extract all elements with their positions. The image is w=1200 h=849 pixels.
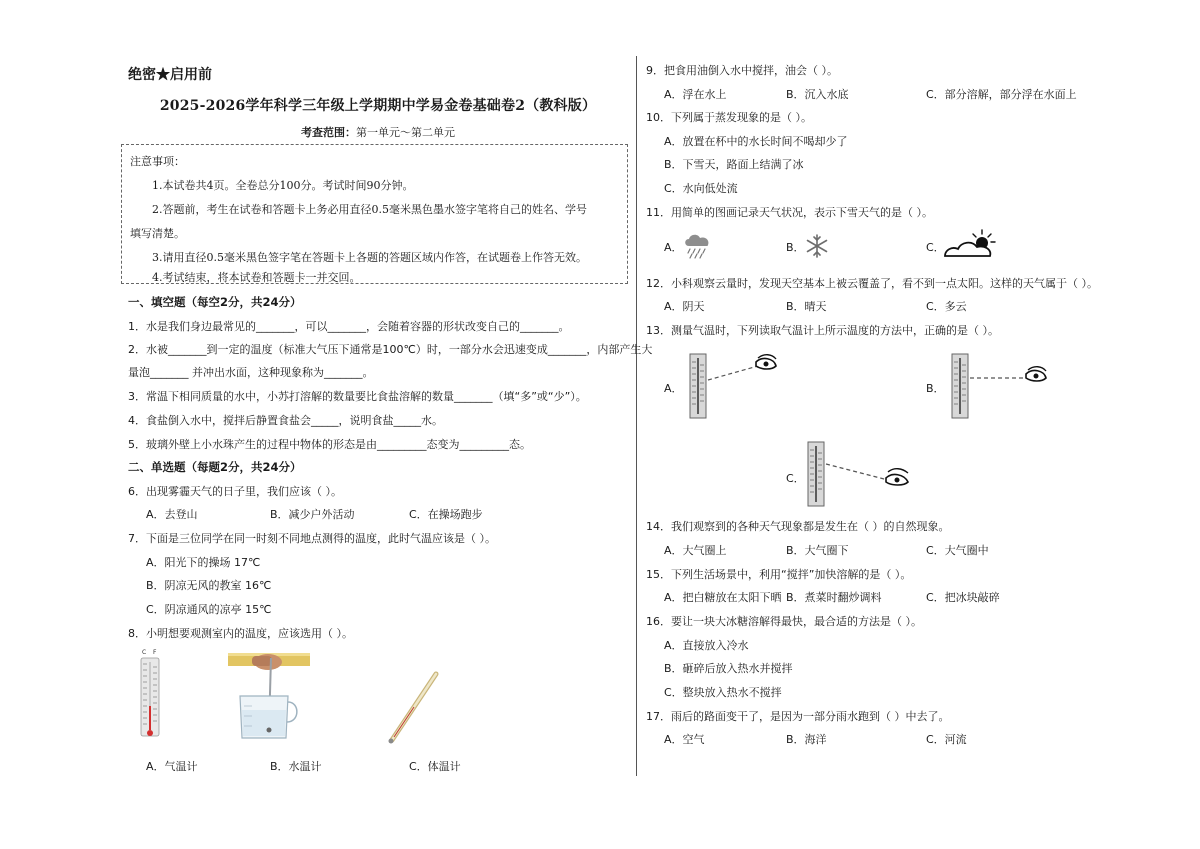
q12-option-a: A．阴天 — [664, 300, 705, 313]
notice-item: 1.本试卷共4页。全卷总分100分。考试时间90分钟。 — [152, 179, 414, 192]
q10-option-a: A．放置在杯中的水长时间不喝却少了 — [664, 135, 848, 148]
q6-option-b: B．减少户外活动 — [270, 508, 355, 521]
scale-c-label: C — [142, 649, 147, 656]
snowflake-icon — [804, 233, 830, 259]
question-15: 15．下列生活场景中，利用“搅拌”加快溶解的是（ ）。 — [646, 568, 912, 581]
q16-option-c: C．整块放入热水不搅拌 — [664, 686, 782, 699]
question-1: 1．水是我们身边最常见的_______，可以_______，会随着容器的形状改变自己的_______。 — [128, 320, 570, 333]
q8-option-b: B．水温计 — [270, 760, 322, 773]
secret-label: 绝密★启用前 — [128, 67, 212, 83]
question-6: 6．出现雾霾天气的日子里，我们应该（ ）。 — [128, 485, 342, 498]
q16-option-b: B．砸碎后放入热水并搅拌 — [664, 662, 793, 675]
question-3: 3．常温下相同质量的水中，小苏打溶解的数量要比食盐溶解的数量_______（填“多”或“少”）。 — [128, 390, 587, 403]
question-9: 9．把食用油倒入水中搅拌，油会（ ）。 — [646, 64, 838, 77]
notice-box — [121, 144, 628, 284]
question-12: 12．小科观察云量时，发现天空基本上被云覆盖了，看不到一点太阳。这样的天气属于（ ）。 — [646, 277, 1098, 290]
notice-item: 填写清楚。 — [130, 227, 185, 240]
question-2: 2．水被_______到一定的温度（标准大气压下通常是100℃）时，一部分水会迅速变成_______，内部产生大 — [128, 343, 653, 356]
thermometer-reading-a-image — [686, 350, 782, 422]
section-heading-choice: 二、单选题（每题2分，共24分） — [128, 460, 302, 474]
question-17: 17．雨后的路面变干了，是因为一部分雨水跑到（ ）中去了。 — [646, 710, 950, 723]
question-11: 11．用简单的图画记录天气状况，表示下雪天气的是（ ）。 — [646, 206, 933, 219]
air-thermometer-image — [138, 646, 164, 742]
q8-option-c: C．体温计 — [409, 760, 461, 773]
q9-option-c: C．部分溶解，部分浮在水面上 — [926, 88, 1077, 101]
notice-heading: 注意事项： — [130, 155, 185, 168]
q11-option-a: A． — [664, 241, 683, 254]
q7-option-b: B．阴凉无风的教室 16℃ — [146, 579, 272, 592]
q9-option-a: A．浮在水上 — [664, 88, 727, 101]
q6-option-c: C．在操场跑步 — [409, 508, 483, 521]
notice-item: 4.考试结束，将本试卷和答题卡一并交回。 — [152, 271, 361, 284]
q12-option-b: B．晴天 — [786, 300, 827, 313]
question-5: 5．玻璃外壁上小水珠产生的过程中物体的形态是由_________态变为_________态。 — [128, 438, 531, 451]
q14-option-a: A．大气圈上 — [664, 544, 727, 557]
scope-value: 第一单元～第二单元 — [356, 126, 455, 139]
q12-option-c: C．多云 — [926, 300, 967, 313]
q6-option-a: A．去登山 — [146, 508, 198, 521]
exam-title: 2025-2026学年科学三年级上学期期中学易金卷基础卷2（教科版） — [159, 98, 597, 114]
section-heading-fill: 一、填空题（每空2分，共24分） — [128, 295, 302, 309]
q13-option-a: A． — [664, 382, 683, 395]
q9-option-b: B．沉入水底 — [786, 88, 849, 101]
q13-option-b: B． — [926, 382, 945, 395]
q8-option-a: A．气温计 — [146, 760, 198, 773]
q17-option-c: C．河流 — [926, 733, 967, 746]
sun-behind-cloud-icon — [942, 228, 1000, 260]
q15-option-c: C．把冰块敲碎 — [926, 591, 1000, 604]
q17-option-b: B．海洋 — [786, 733, 827, 746]
notice-item: 3.请用直径0.5毫米黑色签字笔在答题卡上各题的答题区域内作答，在试题卷上作答无效。 — [152, 251, 587, 264]
thermometer-reading-c-image — [804, 440, 916, 508]
q15-option-a: A．把白糖放在太阳下晒 — [664, 591, 782, 604]
scale-f-label: F — [153, 649, 157, 656]
notice-item: 2.答题前，考生在试卷和答题卡上务必用直径0.5毫米黑色墨水签字笔将自己的姓名、学号 — [152, 203, 587, 216]
water-thermometer-image — [228, 650, 310, 742]
rain-cloud-icon — [682, 232, 712, 260]
column-divider — [636, 56, 637, 776]
scope-label: 考查范围： — [301, 126, 356, 139]
q10-option-c: C．水向低处流 — [664, 182, 738, 195]
q16-option-a: A．直接放入冷水 — [664, 639, 749, 652]
question-16: 16．要让一块大冰糖溶解得最快，最合适的方法是（ ）。 — [646, 615, 922, 628]
q15-option-b: B．煮菜时翻炒调料 — [786, 591, 882, 604]
q17-option-a: A．空气 — [664, 733, 705, 746]
q11-option-b: B． — [786, 241, 805, 254]
question-14: 14．我们观察到的各种天气现象都是发生在（ ）的自然现象。 — [646, 520, 950, 533]
question-8: 8．小明想要观测室内的温度，应该选用（ ）。 — [128, 627, 353, 640]
question-4: 4．食盐倒入水中，搅拌后静置食盐会_____，说明食盐_____水。 — [128, 414, 443, 427]
q14-option-b: B．大气圈下 — [786, 544, 849, 557]
question-13: 13．测量气温时，下列读取气温计上所示温度的方法中，正确的是（ ）。 — [646, 324, 999, 337]
clinical-thermometer-image — [384, 670, 444, 746]
q11-option-c: C． — [926, 241, 945, 254]
question-10: 10．下列属于蒸发现象的是（ ）。 — [646, 111, 812, 124]
q13-option-c: C． — [786, 472, 805, 485]
question-2-cont: 量泡_______ 并冲出水面，这种现象称为_______。 — [128, 366, 374, 379]
exam-scope — [128, 124, 628, 140]
q14-option-c: C．大气圈中 — [926, 544, 989, 557]
question-7: 7．下面是三位同学在同一时刻不同地点测得的温度，此时气温应该是（ ）。 — [128, 532, 496, 545]
q7-option-c: C．阴凉通风的凉亭 15℃ — [146, 603, 272, 616]
q10-option-b: B．下雪天，路面上结满了冰 — [664, 158, 804, 171]
thermometer-reading-b-image — [948, 350, 1052, 422]
q7-option-a: A．阳光下的操场 17℃ — [146, 556, 261, 569]
